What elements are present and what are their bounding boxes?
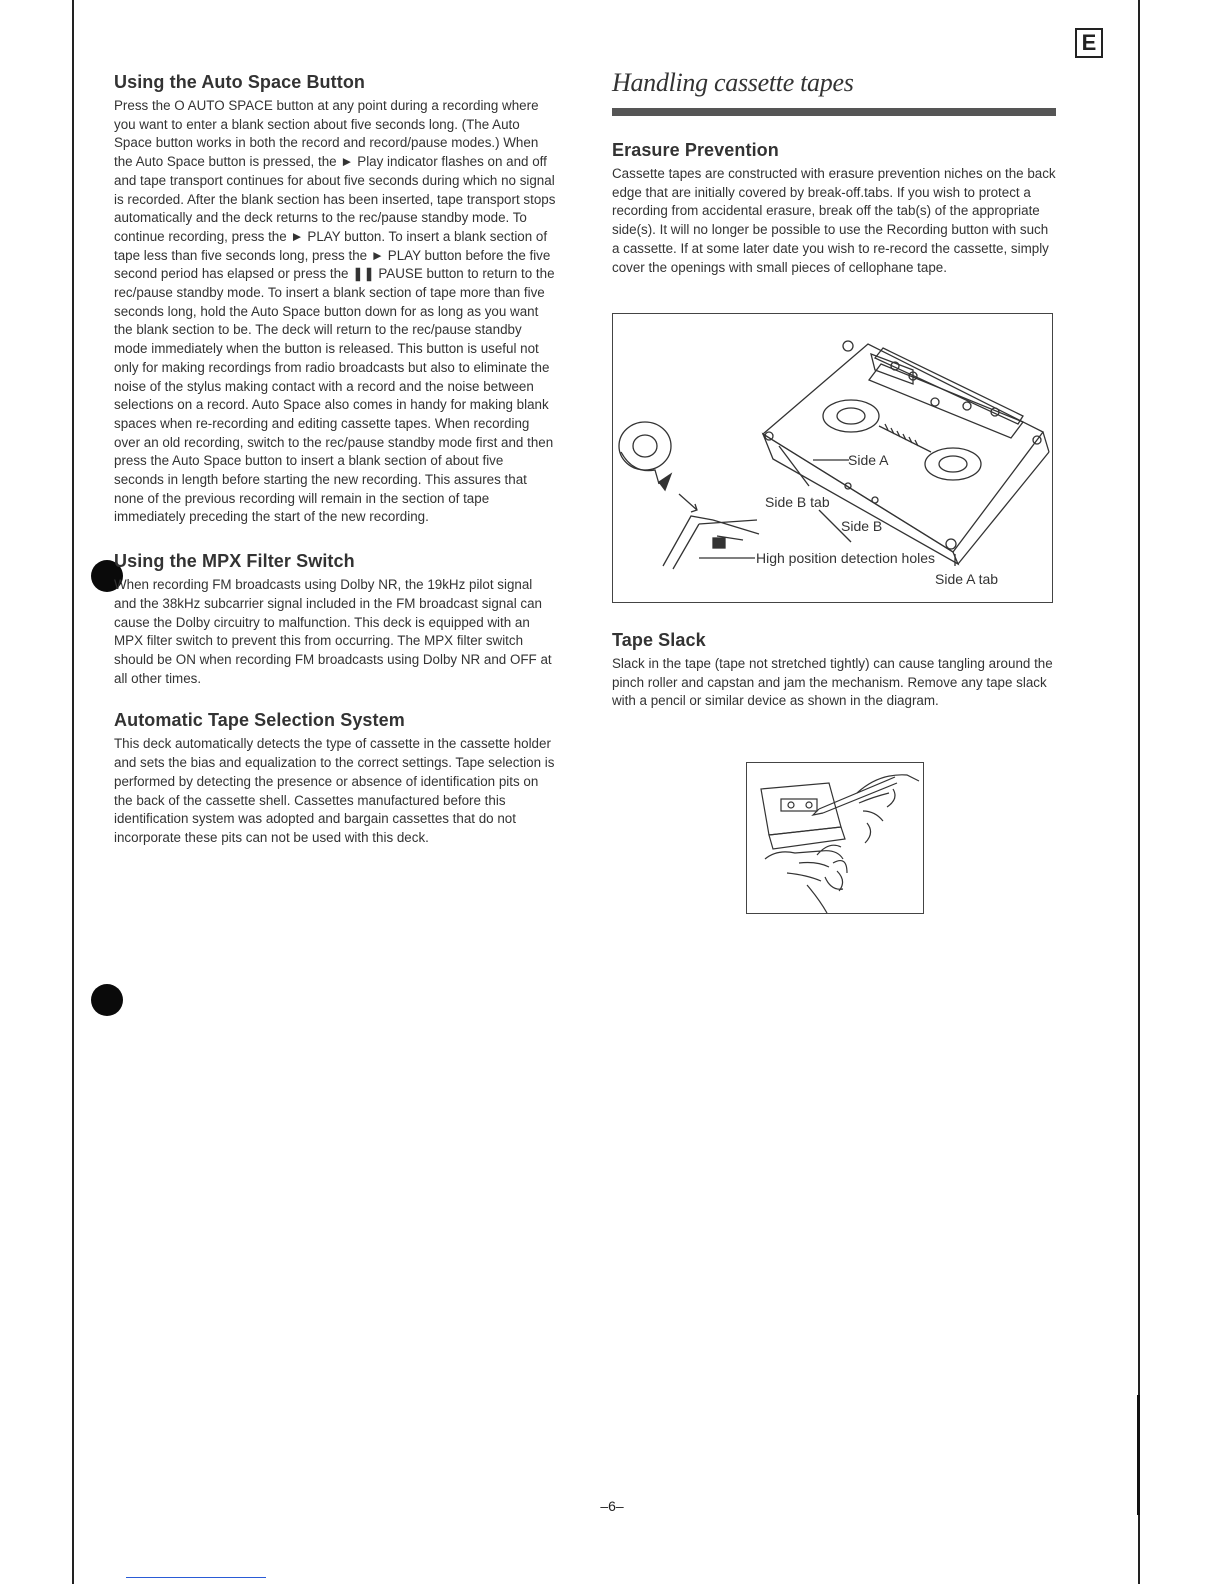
right-column (612, 68, 1058, 277)
mpx-heading: Using the MPX Filter Switch (114, 551, 355, 572)
auto-space-section (114, 72, 556, 527)
erasure-heading: Erasure Prevention (612, 140, 779, 160)
ats-section (114, 710, 556, 847)
language-marker: E (1075, 28, 1103, 58)
slack-section (612, 630, 1058, 711)
hands-pencil-illustration (747, 763, 923, 913)
title-rule (612, 108, 1056, 116)
page-title: Handling cassette tapes (612, 68, 854, 97)
label-side-a-tab: Side A tab (935, 571, 999, 587)
auto-space-body: Press the O AUTO SPACE button at any point during a recording where you want to enter a blank section about five seconds long. (The Auto Space button works in both the record and record/pause modes.) When the Auto Space button is pressed, the ► Play indicator flashes on and off and tape transport continues for about five seconds during which no signal is recorded. After the blank section has been inserted, tape transport stops automatically and the deck returns to the rec/pause standby mode. To continue recording, press the ► PLAY button. To insert a blank section of tape less than five seconds long, press the ► PLAY button before the five second period has elapsed or press the ❚❚ PAUSE button to return to the rec/pause standby mode. To insert a blank section of tape more than five seconds long, hold the Auto Space button down for as long as you want the blank section to be. The deck will return to the rec/pause standby mode immediately when the button is released. This button is useful not only for making recordings from radio broadcasts but also to eliminate the noise of the stylus making contact with a record and the noise between selections on a record. Auto Space also comes in handy for making blank spaces when re-recording and editing cassette tapes. When recording over an old recording, switch to the rec/pause standby mode first and then press the Auto Space button to insert a blank section of about five seconds in length before starting the new recording. This assures that none of the previous recording will remain in the section of tape immediately preceding the start of the new recording. (114, 98, 556, 525)
left-column (114, 72, 556, 848)
mpx-section (114, 551, 556, 688)
page-number: –6– (600, 1498, 624, 1514)
bottom-mark-line (126, 1577, 266, 1578)
page-border-right-dark (1137, 1395, 1140, 1515)
cassette-tabs-figure (612, 313, 1053, 603)
label-side-b-tab: Side B tab (765, 494, 830, 510)
erasure-body: Cassette tapes are constructed with erasure prevention niches on the back edge that are initially covered by break-off.tabs. If you wish to protect a recording from accidental erasure, break off the tab(s) of the appropriate side(s). It will no longer be possible to use the Recording button with such a cassette. If at some later date you wish to re-record the cassette, simply cover the openings with small pieces of cellophane tape. (612, 166, 1056, 275)
binder-hole (91, 984, 123, 1016)
tape-slack-figure (746, 762, 924, 914)
page-border-right (1138, 0, 1140, 1584)
cassette-illustration (613, 314, 1052, 602)
label-side-b: Side B (841, 518, 883, 534)
erasure-section (612, 140, 1058, 277)
auto-space-heading: Using the Auto Space Button (114, 72, 366, 92)
slack-body: Slack in the tape (tape not stretched tightly) can cause tangling around the pinch roller and capstan and jam the mechanism. Remove any tape slack with a pencil or similar device as shown in the diagram. (612, 656, 1053, 709)
mpx-body: When recording FM broadcasts using Dolby NR, the 19kHz pilot signal and the 38kHz subcarrier signal included in the FM broadcast signal can cause the Dolby circuitry to malfunction. This deck is equipped with an MPX filter switch to prevent this from occurring. The MPX filter switch should be ON when recording FM broadcasts using Dolby NR and OFF at all other times. (114, 577, 552, 686)
slack-heading: Tape Slack (612, 630, 706, 650)
page-border-left (72, 0, 74, 1584)
ats-heading: Automatic Tape Selection System (114, 710, 405, 731)
ats-body: This deck automatically detects the type of cassette in the cassette holder and sets the bias and equalization to the correct settings. Tape selection is performed by detecting the presence or absence of identification pits on the back of the cassette shell. Cassettes manufactured before this identification system was adopted and bargain cassettes that do not incorporate these pits can not be used with this deck. (114, 736, 555, 845)
label-side-a: Side A (848, 452, 889, 468)
label-holes: High position detection holes (756, 550, 936, 566)
